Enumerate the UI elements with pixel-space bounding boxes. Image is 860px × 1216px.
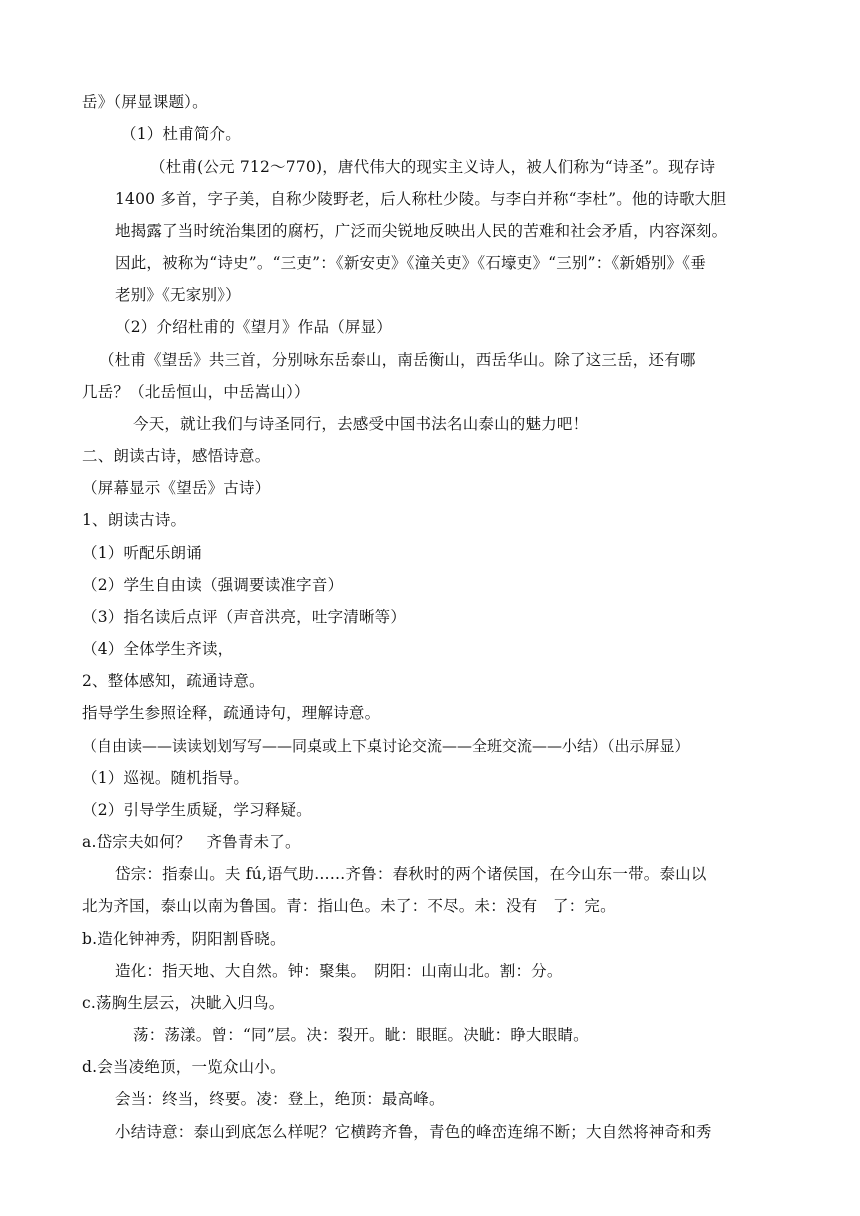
text-line: d.会当凌绝顶，一览众山小。 (82, 1058, 286, 1076)
text-line: 荡：荡漾。曾：“同”层。决：裂开。眦：眼眶。决眦：睁大眼睛。 (133, 1026, 589, 1044)
text-line: c.荡胸生层云，决眦入归鸟。 (82, 994, 285, 1012)
text-line: （自由读——读读划划写写——同桌或上下桌讨论交流——全班交流——小结）（出示屏显） (82, 737, 690, 755)
text-line: （2）引导学生质疑，学习释疑。 (82, 801, 312, 819)
text-line: （2）介绍杜甫的《望月》作品（屏显） (115, 318, 392, 336)
text-line: （杜甫(公元 712～770)，唐代伟大的现实主义诗人，被人们称为“诗圣”。现存诗 (150, 158, 716, 176)
text-line: （1）听配乐朗诵 (82, 544, 202, 562)
text-line: （2）学生自由读（强调要读准字音） (82, 576, 344, 594)
text-line: 岱宗：指泰山。夫 fú,语气助……齐鲁：春秋时的两个诸侯国，在今山东一带。泰山以 (115, 865, 707, 883)
text-line: （杜甫《望岳》共三首，分别咏东岳泰山，南岳衡山，西岳华山。除了这三岳，还有哪 (99, 351, 696, 369)
text-line: （1）杜甫简介。 (121, 125, 241, 143)
text-line: （1）巡视。随机指导。 (82, 769, 250, 787)
text-line: （屏幕显示《望岳》古诗） (82, 479, 271, 497)
text-line: a.岱宗夫如何？ 齐鲁青未了。 (82, 833, 301, 851)
text-line: 几岳？（北岳恒山，中岳嵩山）） (82, 383, 310, 401)
text-line: （4）全体学生齐读， (82, 640, 234, 658)
text-line: 因此，被称为“诗史”。“三吏”：《新安吏》《潼关吏》《石壕吏》“三别”：《新婚别》《垂 (115, 254, 706, 272)
text-line: 岳》（屏显课题）。 (82, 93, 208, 111)
text-line: 1、朗读古诗。 (82, 511, 187, 529)
text-line: 会当：终当，终要。凌：登上，绝顶：最高峰。 (115, 1090, 445, 1108)
text-line: 今天，就让我们与诗圣同行，去感受中国书法名山泰山的魅力吧！ (133, 415, 589, 433)
text-line: 2、整体感知，疏通诗意。 (82, 672, 265, 690)
text-line: 指导学生参照诠释，疏通诗句，理解诗意。 (82, 704, 381, 722)
text-line: 造化：指天地、大自然。钟：聚集。 阴阳：山南山北。割：分。 (115, 962, 563, 980)
text-line: 地揭露了当时统治集团的腐朽，广泛而尖锐地反映出人民的苦难和社会矛盾，内容深刻。 (115, 222, 728, 240)
section-heading: 二、朗读古诗，感悟诗意。 (82, 447, 271, 465)
text-line: 小结诗意：泰山到底怎么样呢？它横跨齐鲁，青色的峰峦连绵不断；大自然将神奇和秀 (115, 1123, 712, 1141)
text-line: （3）指名读后点评（声音洪亮，吐字清晰等） (82, 608, 407, 626)
text-line: 北为齐国，泰山以南为鲁国。青：指山色。未了：不尽。未：没有 了：完。 (82, 897, 616, 915)
text-line: 1400 多首，字子美，自称少陵野老，后人称杜少陵。与李白并称“李杜”。他的诗歌大胆 (115, 190, 727, 208)
text-line: 老别》《无家别》） (115, 286, 241, 304)
text-line: b.造化钟神秀，阴阳割昏晓。 (82, 930, 286, 948)
